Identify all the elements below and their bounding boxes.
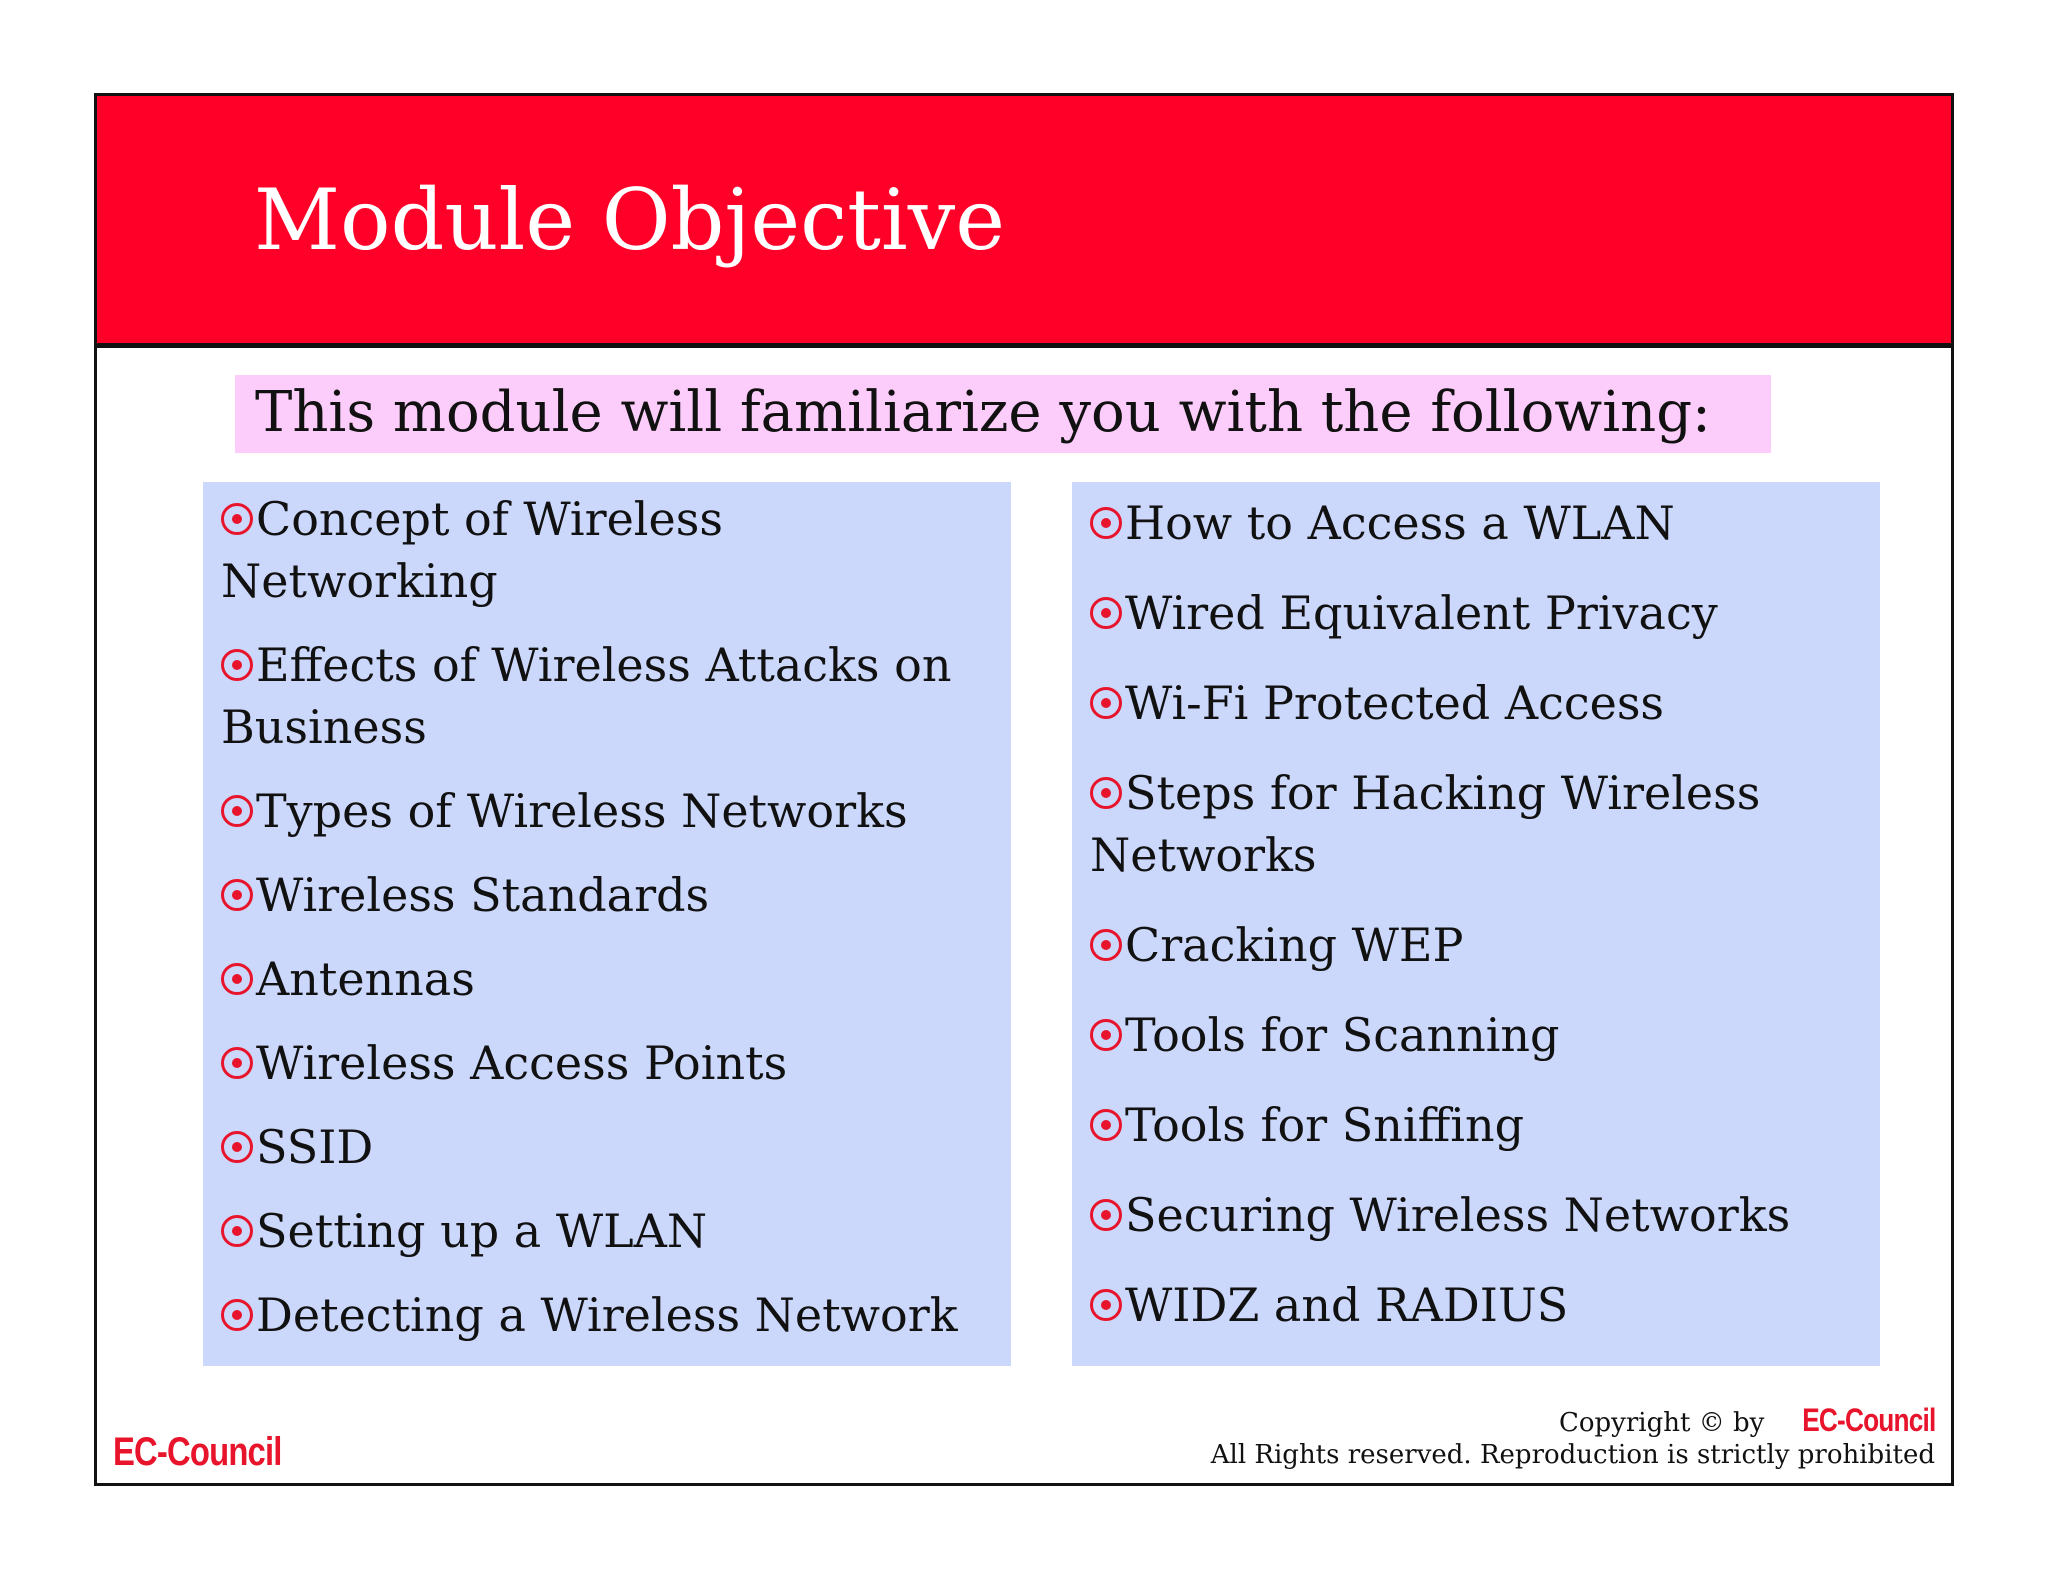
intro-text: This module will familiarize you with the following: [235, 375, 1771, 453]
copyright-prefix: Copyright © by [1558, 1408, 1765, 1438]
ec-council-logo: EC-Council [113, 1430, 282, 1474]
list-item-label: Setting up a WLAN [256, 1204, 708, 1258]
list-item [1090, 582, 1866, 644]
circled-dot-icon [221, 1047, 253, 1079]
slide [94, 93, 1954, 1486]
list-item [1090, 762, 1866, 886]
list-item-label: Wi-Fi Protected Access [1125, 676, 1665, 730]
list-item-label: Securing Wireless Networks [1125, 1188, 1791, 1242]
circled-dot-icon [1090, 597, 1122, 629]
title-bar [97, 96, 1951, 348]
circled-dot-icon [1090, 687, 1122, 719]
circled-dot-icon [221, 795, 253, 827]
list-item-label: Steps for Hacking Wireless Networks [1090, 766, 1761, 882]
list-item [221, 1032, 997, 1094]
list-item [221, 864, 997, 926]
list-item [1090, 1184, 1866, 1246]
list-item [221, 780, 997, 842]
circled-dot-icon [221, 963, 253, 995]
list-item [1090, 914, 1866, 976]
circled-dot-icon [221, 649, 253, 681]
list-item-label: Tools for Scanning [1125, 1008, 1560, 1062]
list-item-label: Wireless Standards [256, 868, 710, 922]
circled-dot-icon [221, 1131, 253, 1163]
list-item [1090, 492, 1866, 554]
list-item-label: How to Access a WLAN [1125, 496, 1675, 550]
circled-dot-icon [221, 1299, 253, 1331]
list-item [1090, 1274, 1866, 1336]
list-item-label: SSID [256, 1120, 374, 1174]
list-item-label: Effects of Wireless Attacks on Business [221, 638, 952, 754]
list-item-label: Detecting a Wireless Network [256, 1288, 958, 1342]
circled-dot-icon [1090, 1019, 1122, 1051]
list-item-label: Cracking WEP [1125, 918, 1464, 972]
circled-dot-icon [1090, 929, 1122, 961]
copyright-logo: EC-Council [1801, 1402, 1935, 1438]
list-item-label: Antennas [256, 952, 475, 1006]
circled-dot-icon [221, 879, 253, 911]
list-item-label: Types of Wireless Networks [256, 784, 908, 838]
list-item [221, 1200, 997, 1262]
copyright-line [1211, 1404, 1935, 1439]
page-title: Module Objective [254, 171, 1005, 269]
circled-dot-icon [221, 503, 253, 535]
list-item [221, 634, 997, 758]
list-item-label: WIDZ and RADIUS [1125, 1278, 1569, 1332]
list-item [1090, 672, 1866, 734]
objectives-right-column [1072, 482, 1880, 1366]
list-item [1090, 1094, 1866, 1156]
circled-dot-icon [221, 1215, 253, 1247]
list-item-label: Concept of Wireless Networking [221, 492, 723, 608]
rights-line: All Rights reserved. Reproduction is strictly prohibited [1210, 1440, 1935, 1470]
list-item [221, 948, 997, 1010]
circled-dot-icon [1090, 507, 1122, 539]
list-item-label: Wired Equivalent Privacy [1125, 586, 1718, 640]
circled-dot-icon [1090, 777, 1122, 809]
circled-dot-icon [1090, 1289, 1122, 1321]
list-item [1090, 1004, 1866, 1066]
copyright-notice [1211, 1404, 1935, 1471]
list-item-label: Wireless Access Points [256, 1036, 788, 1090]
objectives-left-column [203, 482, 1011, 1366]
list-item [221, 1116, 997, 1178]
list-item-label: Tools for Sniffing [1125, 1098, 1525, 1152]
list-item [221, 1284, 997, 1346]
circled-dot-icon [1090, 1109, 1122, 1141]
list-item [221, 488, 997, 612]
circled-dot-icon [1090, 1199, 1122, 1231]
